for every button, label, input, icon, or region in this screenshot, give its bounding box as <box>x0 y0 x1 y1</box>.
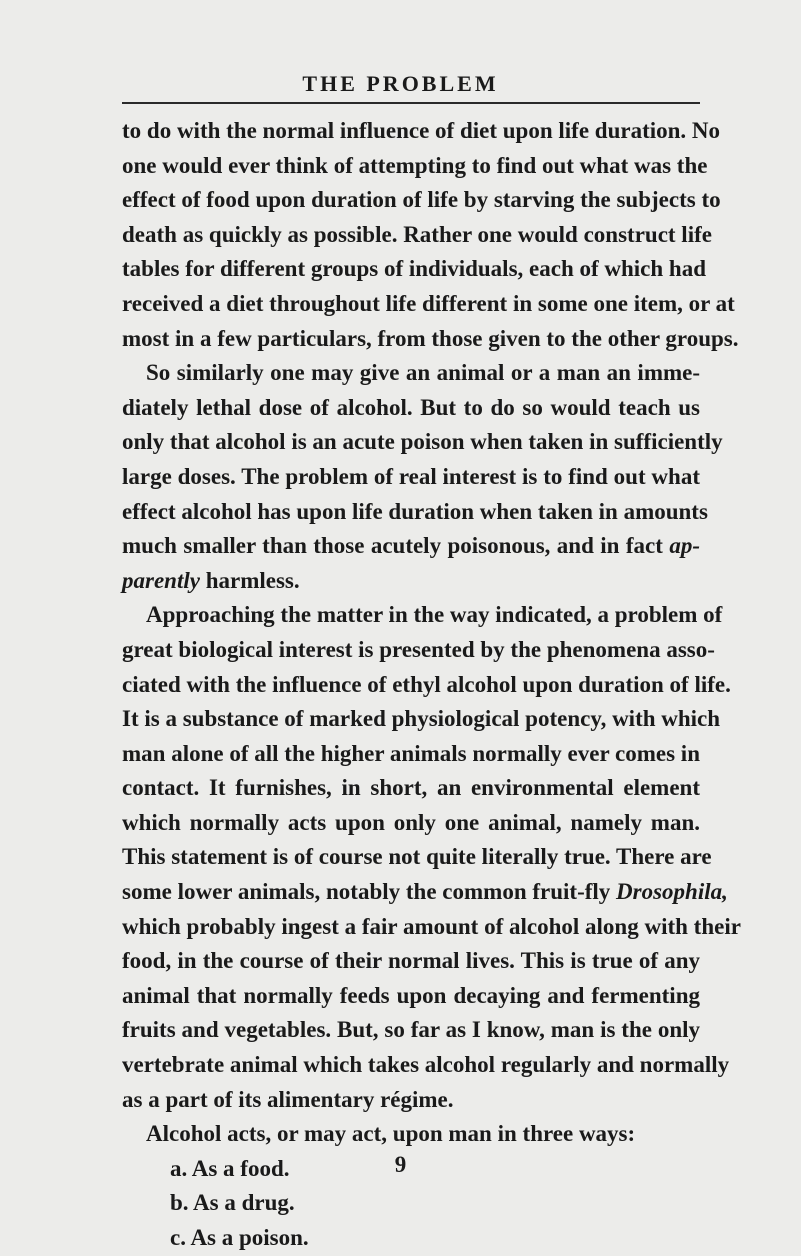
text-line: which probably ingest a fair amount of alcohol along with their <box>122 913 741 939</box>
page-number: 9 <box>394 1152 407 1177</box>
text-line: It is a substance of marked physiological potency, with which <box>122 706 721 732</box>
text-line: effect alcohol has upon life duration when taken in amounts <box>122 498 708 524</box>
text-line <box>122 875 728 910</box>
text-line: tables for different groups of individuals, each of which had <box>122 256 707 282</box>
list-item: a. As a food. <box>170 1155 290 1181</box>
text-line: Approaching the matter in the way indicated, a problem of <box>146 602 723 628</box>
text-line: fruits and vegetables. But, so far as I know, man is the only <box>122 1017 700 1043</box>
text-line: So similarly one may give an animal or a man an imme- <box>146 360 700 386</box>
list-item: b. As a drug. <box>170 1190 295 1216</box>
list-item: c. As a poison. <box>170 1225 309 1250</box>
text-line: as a part of its alimentary régime. <box>122 1086 454 1112</box>
text-line <box>122 529 700 564</box>
text-line: This statement is of course not quite literally true. There are <box>122 844 712 870</box>
italic-text: ap- <box>669 533 700 559</box>
text-line: effect of food upon duration of life by starving the subjects to <box>122 187 721 213</box>
text-line <box>122 564 700 599</box>
text-line: great biological interest is presented by the phenomena asso- <box>122 636 715 662</box>
text-line: received a diet throughout life different in some one item, or at <box>122 290 735 316</box>
text-segment: much smaller than those acutely poisonous, and in fact <box>122 533 663 559</box>
text-segment: some lower animals, notably the common fruit-fly <box>122 879 611 905</box>
text-line: ciated with the influence of ethyl alcohol upon duration of life. <box>122 671 731 697</box>
text-line: large doses. The problem of real interest is to find out what <box>122 463 700 489</box>
header-rule <box>122 102 700 104</box>
italic-text: parently <box>122 567 200 593</box>
text-line: diately lethal dose of alcohol. But to do so would teach us <box>122 394 700 420</box>
body-text <box>122 114 741 1256</box>
text-line: most in a few particulars, from those given to the other groups. <box>122 325 739 351</box>
text-line: to do with the normal influence of diet upon life duration. No <box>122 118 721 143</box>
text-line: only that alcohol is an acute poison when taken in sufficiently <box>122 429 723 455</box>
text-line: contact. It furnishes, in short, an environmental element <box>122 775 700 801</box>
text-line: food, in the course of their normal lives. This is true of any <box>122 948 700 974</box>
text-segment: harmless. <box>205 567 300 593</box>
text-line: one would ever think of attempting to find out what was the <box>122 152 708 178</box>
text-line: Alcohol acts, or may act, upon man in three ways: <box>146 1121 636 1147</box>
text-line: death as quickly as possible. Rather one would construct life <box>122 221 712 247</box>
text-line: animal that normally feeds upon decaying and fermenting <box>122 982 700 1008</box>
text-line: man alone of all the higher animals normally ever comes in <box>122 740 700 766</box>
running-head: THE PROBLEM <box>302 71 499 96</box>
text-line: vertebrate animal which takes alcohol regularly and normally <box>122 1052 730 1078</box>
italic-text: Drosophila, <box>616 879 728 905</box>
text-line: which normally acts upon only one animal, namely man. <box>122 809 700 835</box>
